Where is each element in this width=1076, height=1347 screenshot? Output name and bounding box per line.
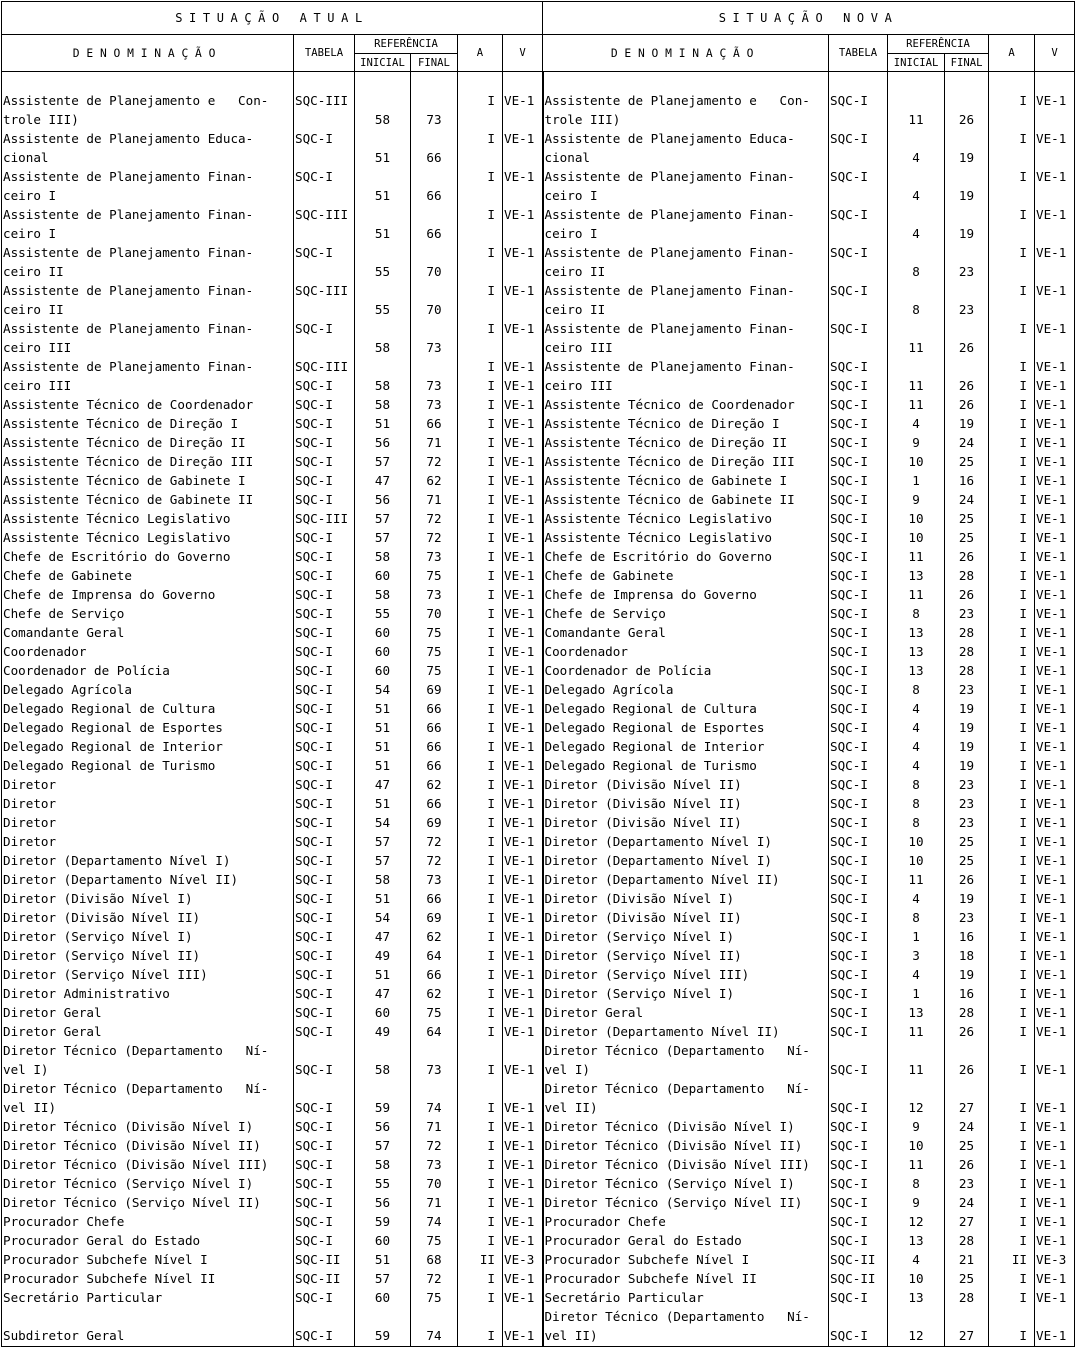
inicial-column-nova: 11 4 4 4 8 8 11 11 11 4 9 10 1 9 10 10 11 13 11 8 13 13 13 8 4 4 4 4 8 8 8 10 10 11 4 8 1 3 4 1 13 11 11 12 9 10 11 8 9 12 13 4 10 13 12	[888, 72, 945, 1347]
section-title-nova: SITUAÇÃO NOVA	[543, 2, 1075, 35]
header-a-atual: A	[458, 35, 503, 72]
header-referencia-atual: REFERÊNCIA	[355, 35, 458, 54]
a-column-nova: I I I I I I I I I I I I I I I I I I I I I I I I I I I I I I I I I I I I I I I I I I I I I I I I I I I I II I I I	[989, 72, 1035, 1347]
section-title-atual: SITUAÇÃO ATUAL	[2, 2, 543, 35]
header-v-nova: V	[1035, 35, 1075, 72]
v-column-atual: VE-1 VE-1 VE-1 VE-1 VE-1 VE-1 VE-1 VE-1 VE-1 VE-1 VE-1 VE-1 VE-1 VE-1 VE-1 VE-1 VE-1 VE-1 VE-1 VE-1 VE-1 VE-1 VE-1 VE-1 VE-1 VE-1 VE-1 VE-1 VE-1 VE-1 VE-1 VE-1 VE-1 VE-1 VE-1 VE-1 VE-1 VE-1 VE-1 VE-1 VE-1 VE-1 VE-1 VE-1 VE-1 VE-1 VE-1 VE-1 VE-1 VE-1 VE-1 VE-1 VE-3 VE-1 VE-1 VE-1	[503, 72, 543, 1347]
header-referencia-nova: REFERÊNCIA	[888, 35, 989, 54]
comparison-sheet	[1, 1, 1074, 1344]
header-denominacao-atual: DENOMINAÇÃO	[2, 35, 294, 72]
denominacao-column-nova: Assistente de Planejamento e Con- trole III) Assistente de Planejamento Educa- cional Assistente de Planejamento Finan- ceiro I Assistente de Planejamento Finan- ceiro I Assistente de Planejamento Finan- ceiro II Assistente de Planejamento Finan- ceiro II Assistente de Planejamento Finan- ceiro III Assistente de Planejamento Finan- ceiro III Assistente Técnico de Coordenador Assistente Técnico de Direção I Assistente Técnico de Direção II Assistente Técnico de Direção III Assistente Técnico de Gabinete I Assistente Técnico de Gabinete II Assistente Técnico Legislativo Assistente Técnico Legislativo Chefe de Escritório do Governo Chefe de Gabinete Chefe de Imprensa do Governo Chefe de Serviço Comandante Geral Coordenador Coordenador de Polícia Delegado Agrícola Delegado Regional de Cultura Delegado Regional de Esportes Delegado Regional de Interior Delegado Regional de Turismo Diretor (Divisão Nível II) Diretor (Divisão Nível II) Diretor (Divisão Nível II) Diretor (Departamento Nível I) Diretor (Departamento Nível I) Diretor (Departamento Nível II) Diretor (Divisão Nível I) Diretor (Divisão Nível II) Diretor (Serviço Nível I) Diretor (Serviço Nível II) Diretor (Serviço Nível III) Diretor (Serviço Nível I) Diretor Geral Diretor (Departamento Nível II) Diretor Técnico (Departamento Ní- vel I) Diretor Técnico (Departamento Ní- vel II) Diretor Técnico (Divisão Nível I) Diretor Técnico (Divisão Nível II) Diretor Técnico (Divisão Nível III) Diretor Técnico (Serviço Nível I) Diretor Técnico (Serviço Nível II) Procurador Chefe Procurador Geral do Estado Procurador Subchefe Nível I Procurador Subchefe Nível II Secretário Particular Diretor Técnico (Departamento Ní- vel II)	[543, 72, 829, 1347]
header-final-atual: FINAL	[411, 54, 458, 72]
header-a-nova: A	[989, 35, 1035, 72]
tabela-column-nova: SQC-I SQC-I SQC-I SQC-I SQC-I SQC-I SQC-I SQC-I SQC-I SQC-I SQC-I SQC-I SQC-I SQC-I SQC-I SQC-I SQC-I SQC-I SQC-I SQC-I SQC-I SQC-I SQC-I SQC-I SQC-I SQC-I SQC-I SQC-I SQC-I SQC-I SQC-I SQC-I SQC-I SQC-I SQC-I SQC-I SQC-I SQC-I SQC-I SQC-I SQC-I SQC-I SQC-I SQC-I SQC-I SQC-I SQC-I SQC-I SQC-I SQC-I SQC-I SQC-I SQC-II SQC-II SQC-I SQC-I	[829, 72, 888, 1347]
header-tabela-atual: TABELA	[294, 35, 355, 72]
final-column-nova: 26 19 19 19 23 23 26 26 26 19 24 25 16 24 25 25 26 28 26 23 28 28 28 23 19 19 19 19 23 23 23 25 25 26 19 23 16 18 19 16 28 26 26 27 24 25 26 23 24 27 28 21 25 28 27	[945, 72, 989, 1347]
header-v-atual: V	[503, 35, 543, 72]
header-inicial-nova: INICIAL	[888, 54, 945, 72]
header-tabela-nova: TABELA	[829, 35, 888, 72]
v-column-nova: VE-1 VE-1 VE-1 VE-1 VE-1 VE-1 VE-1 VE-1 VE-1 VE-1 VE-1 VE-1 VE-1 VE-1 VE-1 VE-1 VE-1 VE-1 VE-1 VE-1 VE-1 VE-1 VE-1 VE-1 VE-1 VE-1 VE-1 VE-1 VE-1 VE-1 VE-1 VE-1 VE-1 VE-1 VE-1 VE-1 VE-1 VE-1 VE-1 VE-1 VE-1 VE-1 VE-1 VE-1 VE-1 VE-1 VE-1 VE-1 VE-1 VE-1 VE-1 VE-1 VE-3 VE-1 VE-1 VE-1	[1035, 72, 1075, 1347]
header-final-nova: FINAL	[945, 54, 989, 72]
header-inicial-atual: INICIAL	[355, 54, 411, 72]
denominacao-column-atual: Assistente de Planejamento e Con- trole III) Assistente de Planejamento Educa- cional Assistente de Planejamento Finan- ceiro I Assistente de Planejamento Finan- ceiro I Assistente de Planejamento Finan- ceiro II Assistente de Planejamento Finan- ceiro II Assistente de Planejamento Finan- ceiro III Assistente de Planejamento Finan- ceiro III Assistente Técnico de Coordenador Assistente Técnico de Direção I Assistente Técnico de Direção II Assistente Técnico de Direção III Assistente Técnico de Gabinete I Assistente Técnico de Gabinete II Assistente Técnico Legislativo Assistente Técnico Legislativo Chefe de Escritório do Governo Chefe de Gabinete Chefe de Imprensa do Governo Chefe de Serviço Comandante Geral Coordenador Coordenador de Polícia Delegado Agrícola Delegado Regional de Cultura Delegado Regional de Esportes Delegado Regional de Interior Delegado Regional de Turismo Diretor Diretor Diretor Diretor Diretor (Departamento Nível I) Diretor (Departamento Nível II) Diretor (Divisão Nível I) Diretor (Divisão Nível II) Diretor (Serviço Nível I) Diretor (Serviço Nível II) Diretor (Serviço Nível III) Diretor Administrativo Diretor Geral Diretor Geral Diretor Técnico (Departamento Ní- vel I) Diretor Técnico (Departamento Ní- vel II) Diretor Técnico (Divisão Nível I) Diretor Técnico (Divisão Nível II) Diretor Técnico (Divisão Nível III) Diretor Técnico (Serviço Nível I) Diretor Técnico (Serviço Nível II) Procurador Chefe Procurador Geral do Estado Procurador Subchefe Nível I Procurador Subchefe Nível II Secretário Particular Subdiretor Geral	[2, 72, 294, 1347]
column-header-row	[2, 35, 1075, 54]
final-column-atual: 73 66 66 66 70 70 73 73 73 66 71 72 62 71 72 72 73 75 73 70 75 75 75 69 66 66 66 66 62 66 69 72 72 73 66 69 62 64 66 62 75 64 73 74 71 72 73 70 71 74 75 68 72 75 74	[411, 72, 458, 1347]
tabela-column-atual: SQC-III SQC-I SQC-I SQC-III SQC-I SQC-III SQC-I SQC-III SQC-I SQC-I SQC-I SQC-I SQC-I SQC-I SQC-I SQC-III SQC-I SQC-I SQC-I SQC-I SQC-I SQC-I SQC-I SQC-I SQC-I SQC-I SQC-I SQC-I SQC-I SQC-I SQC-I SQC-I SQC-I SQC-I SQC-I SQC-I SQC-I SQC-I SQC-I SQC-I SQC-I SQC-I SQC-I SQC-I SQC-I SQC-I SQC-I SQC-I SQC-I SQC-I SQC-I SQC-I SQC-II SQC-II SQC-I SQC-I	[294, 72, 355, 1347]
a-column-atual: I I I I I I I I I I I I I I I I I I I I I I I I I I I I I I I I I I I I I I I I I I I I I I I I I I I I II I I I	[458, 72, 503, 1347]
header-denominacao-nova: DENOMINAÇÃO	[543, 35, 829, 72]
comparison-table	[1, 1, 1075, 1347]
inicial-column-atual: 58 51 51 51 55 55 58 58 58 51 56 57 47 56 57 57 58 60 58 55 60 60 60 54 51 51 51 51 47 51 54 57 57 58 51 54 47 49 51 47 60 49 58 59 56 57 58 55 56 59 60 51 57 60 59	[355, 72, 411, 1347]
section-header-row	[2, 2, 1075, 35]
table-body-row	[2, 72, 1075, 1347]
